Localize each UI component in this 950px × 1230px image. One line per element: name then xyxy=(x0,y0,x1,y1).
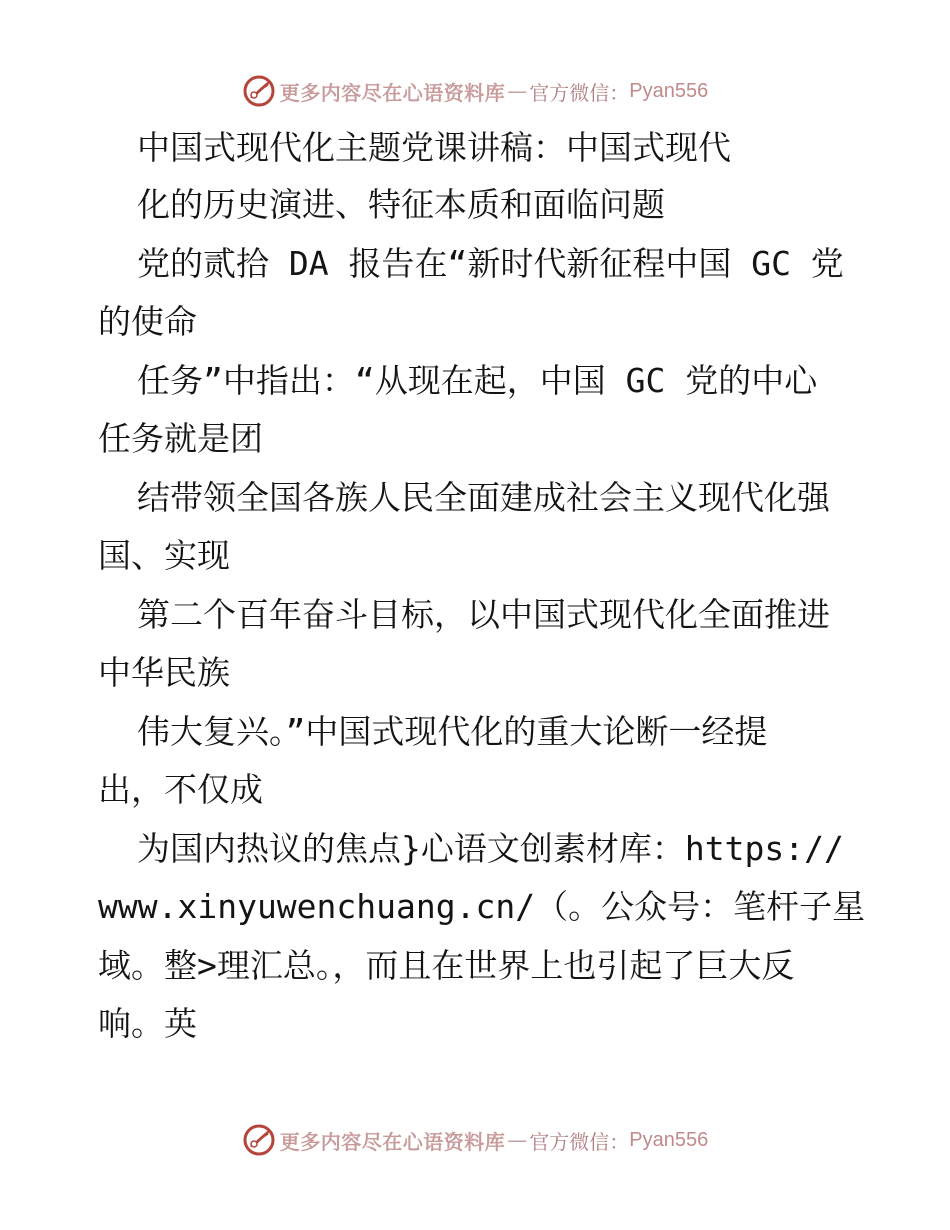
banner-main-text: 更多内容尽在心语资料库 xyxy=(279,1129,506,1154)
banner-main-text: 更多内容尽在心语资料库 xyxy=(279,80,506,105)
text-line: 党的贰拾 DA 报告在“新时代新征程中国 GC 党 xyxy=(137,244,844,283)
text-line: 伟大复兴。”中国式现代化的重大论断一经提 xyxy=(137,712,768,751)
text-line: 任务就是团 xyxy=(98,419,263,458)
text-line: 化的历史演进、特征本质和面临问题 xyxy=(137,185,665,224)
text-line: 域。整>理汇总。，而且在世界上也引起了巨大反 xyxy=(98,946,795,985)
banner-wechat-id: Pyan556 xyxy=(629,1128,709,1151)
text-line: 结带领全国各族人民全面建成社会主义现代化强 xyxy=(137,478,830,517)
text-line: 为国内热议的焦点}心语文创素材库：https:// xyxy=(137,829,844,868)
text-line: www.xinyuwenchuang.cn/（。公众号：笔杆子星 xyxy=(98,887,866,926)
banner-wechat-label: 官方微信： xyxy=(529,1129,630,1154)
header-banner xyxy=(0,71,950,111)
text-line: 响。英 xyxy=(98,1004,197,1043)
footer-banner xyxy=(0,1120,950,1160)
quill-seal-icon xyxy=(242,1123,276,1157)
banner-wechat-label: 官方微信： xyxy=(529,80,630,105)
banner-wechat-id: Pyan556 xyxy=(629,79,709,102)
text-line: 中国式现代化主题党课讲稿：中国式现代 xyxy=(137,128,731,167)
text-line: 第二个百年奋斗目标，以中国式现代化全面推进 xyxy=(137,595,830,634)
text-line: 中华民族 xyxy=(98,653,230,692)
quill-seal-icon xyxy=(242,74,276,108)
banner-separator: — xyxy=(507,79,528,103)
banner-separator: — xyxy=(507,1128,528,1152)
text-line: 任务”中指出：“从现在起，中国 GC 党的中心 xyxy=(137,361,818,400)
text-line: 出，不仅成 xyxy=(98,770,263,809)
text-line: 国、实现 xyxy=(98,536,230,575)
text-line: 的使命 xyxy=(98,302,197,341)
